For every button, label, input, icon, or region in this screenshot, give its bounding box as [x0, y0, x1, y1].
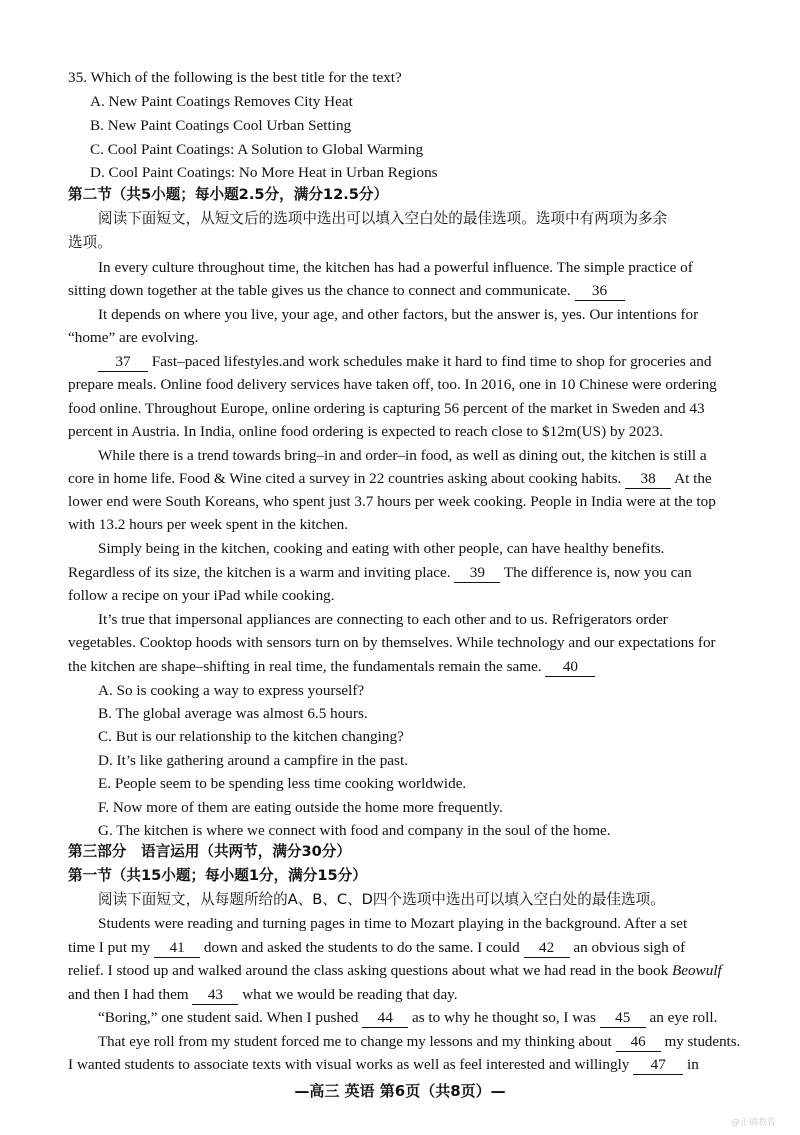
passage2-text	[68, 936, 685, 959]
passage1-text: While there is a trend towards bring–in and order–in food, as well as dining out, the kitchen is still a	[98, 447, 707, 464]
blank-46: 46	[615, 1033, 660, 1052]
passage1-text: percent in Austria. In India, online food ordering is expected to reach close to $12m(US) by 2023.	[68, 423, 664, 440]
passage1-text	[68, 467, 712, 490]
passage1-text: vegetables. Cooktop hoods with sensors turn on by themselves. While technology and our expectations for	[68, 634, 716, 651]
option-e: E. People seem to be spending less time cooking worldwide.	[98, 775, 467, 792]
blank-41: 41	[154, 939, 200, 958]
passage2-text	[68, 1053, 699, 1076]
question-35-stem: 35. Which of the following is the best title for the text?	[68, 69, 402, 86]
blank-38: 38	[625, 470, 671, 489]
watermark: @正确教育	[730, 1118, 776, 1128]
passage1-text-segment: Fast–paced lifestyles.and work schedules make it hard to find time to shop for groceries and	[151, 353, 712, 370]
blank-39: 39	[454, 564, 500, 583]
passage2-text-segment: an eye roll.	[649, 1009, 718, 1026]
passage2-text-segment: I wanted students to associate texts with visual works as well as feel interested and willingly	[68, 1056, 630, 1073]
section-2-heading: 第二节（共5小题；每小题2.5分，满分12.5分）	[68, 186, 389, 203]
passage1-text-segment: core in home life. Food & Wine cited a survey in 22 countries asking about cooking habits.	[68, 470, 622, 487]
option-b: B. The global average was almost 6.5 hours.	[98, 705, 368, 722]
q35-option-a: A. New Paint Coatings Removes City Heat	[90, 93, 353, 110]
passage1-text: It depends on where you live, your age, and other factors, but the answer is, yes. Our intentions for	[98, 306, 699, 323]
option-d: D. It’s like gathering around a campfire in the past.	[98, 752, 408, 769]
passage1-text	[68, 655, 595, 678]
passage2-text	[68, 983, 458, 1006]
passage1-text	[68, 561, 692, 584]
q35-option-d: D. Cool Paint Coatings: No More Heat in Urban Regions	[90, 164, 438, 181]
passage1-text	[98, 350, 711, 373]
passage1-text: food online. Throughout Europe, online ordering is capturing 56 percent of the market in Sweden and 43	[68, 400, 705, 417]
option-g: G. The kitchen is where we connect with food and company in the soul of the home.	[98, 822, 611, 839]
passage2-text-segment: an obvious sigh of	[573, 939, 686, 956]
blank-37: 37	[98, 353, 148, 372]
blank-40: 40	[545, 658, 595, 677]
blank-42: 42	[524, 939, 570, 958]
option-a: A. So is cooking a way to express yourself?	[98, 682, 365, 699]
passage1-text	[68, 279, 625, 302]
passage1-text-segment: At the	[674, 470, 712, 487]
blank-47: 47	[633, 1056, 683, 1075]
passage2-text-segment: “Boring,” one student said. When I pushed	[98, 1009, 359, 1026]
passage1-text-segment: sitting down together at the table gives us the chance to connect and communicate.	[68, 282, 571, 299]
passage2-text-segment: as to why he thought so, I was	[411, 1009, 596, 1026]
passage1-text-segment: Regardless of its size, the kitchen is a warm and inviting place.	[68, 564, 451, 581]
q35-option-b: B. New Paint Coatings Cool Urban Setting	[90, 117, 352, 134]
passage1-text: lower end were South Koreans, who spent just 3.7 hours per week cooking. People in India were at the top	[68, 493, 716, 510]
passage2-text-segment: in	[686, 1056, 699, 1073]
passage2-text-segment: down and asked the students to do the same. I could	[203, 939, 520, 956]
page-footer: —高三 英语 第6页（共8页）—	[294, 1082, 506, 1100]
passage2-text-segment: relief. I stood up and walked around the class asking questions about what we had read in the book	[68, 962, 669, 979]
passage1-text-segment: The difference is, now you can	[503, 564, 692, 581]
section-2-instruction-cont: 选项。	[68, 234, 112, 251]
book-title: Beowulf	[671, 962, 722, 979]
passage2-text-segment: That eye roll from my student forced me to change my lessons and my thinking about	[98, 1033, 612, 1050]
passage1-text: Simply being in the kitchen, cooking and eating with other people, can have healthy benefits.	[98, 540, 665, 557]
passage2-text-segment: and then I had them	[68, 986, 189, 1003]
passage1-text-segment: the kitchen are shape–shifting in real time, the fundamentals remain the same.	[68, 658, 542, 675]
part-3-section-1-heading: 第一节（共15小题；每小题1分，满分15分）	[68, 867, 367, 884]
passage2-text	[98, 1006, 717, 1029]
section-2-instruction: 阅读下面短文，从短文后的选项中选出可以填入空白处的最佳选项。选项中有两项为多余	[98, 210, 668, 227]
passage2-text-segment: my students.	[664, 1033, 741, 1050]
passage2-text: Students were reading and turning pages in time to Mozart playing in the background. After a set	[98, 915, 688, 932]
passage1-text: It’s true that impersonal appliances are connecting to each other and to us. Refrigerators order	[98, 611, 668, 628]
option-c: C. But is our relationship to the kitchen changing?	[98, 728, 404, 745]
q35-option-c: C. Cool Paint Coatings: A Solution to Global Warming	[90, 141, 424, 158]
passage2-text-segment: what we would be reading that day.	[242, 986, 458, 1003]
passage2-text	[98, 1030, 740, 1053]
blank-45: 45	[600, 1009, 646, 1028]
part-3-heading: 第三部分 语言运用（共两节，满分30分）	[68, 843, 351, 860]
passage1-text: follow a recipe on your iPad while cooking.	[68, 587, 335, 604]
passage1-text: “home” are evolving.	[68, 329, 199, 346]
passage1-text: prepare meals. Online food delivery services have taken off, too. In 2016, one in 10 Chinese were ordering	[68, 376, 717, 393]
part-3-instruction: 阅读下面短文，从每题所给的A、B、C、D四个选项中选出可以填入空白处的最佳选项。	[98, 891, 665, 908]
blank-43: 43	[192, 986, 238, 1005]
blank-44: 44	[362, 1009, 408, 1028]
passage2-text-segment: time I put my	[68, 939, 151, 956]
passage1-text: In every culture throughout time, the kitchen has had a powerful influence. The simple practice of	[98, 259, 693, 276]
passage2-text	[68, 959, 722, 982]
blank-36: 36	[575, 282, 625, 301]
passage1-text: with 13.2 hours per week spent in the kitchen.	[68, 516, 349, 533]
option-f: F. Now more of them are eating outside the home more frequently.	[98, 799, 503, 816]
